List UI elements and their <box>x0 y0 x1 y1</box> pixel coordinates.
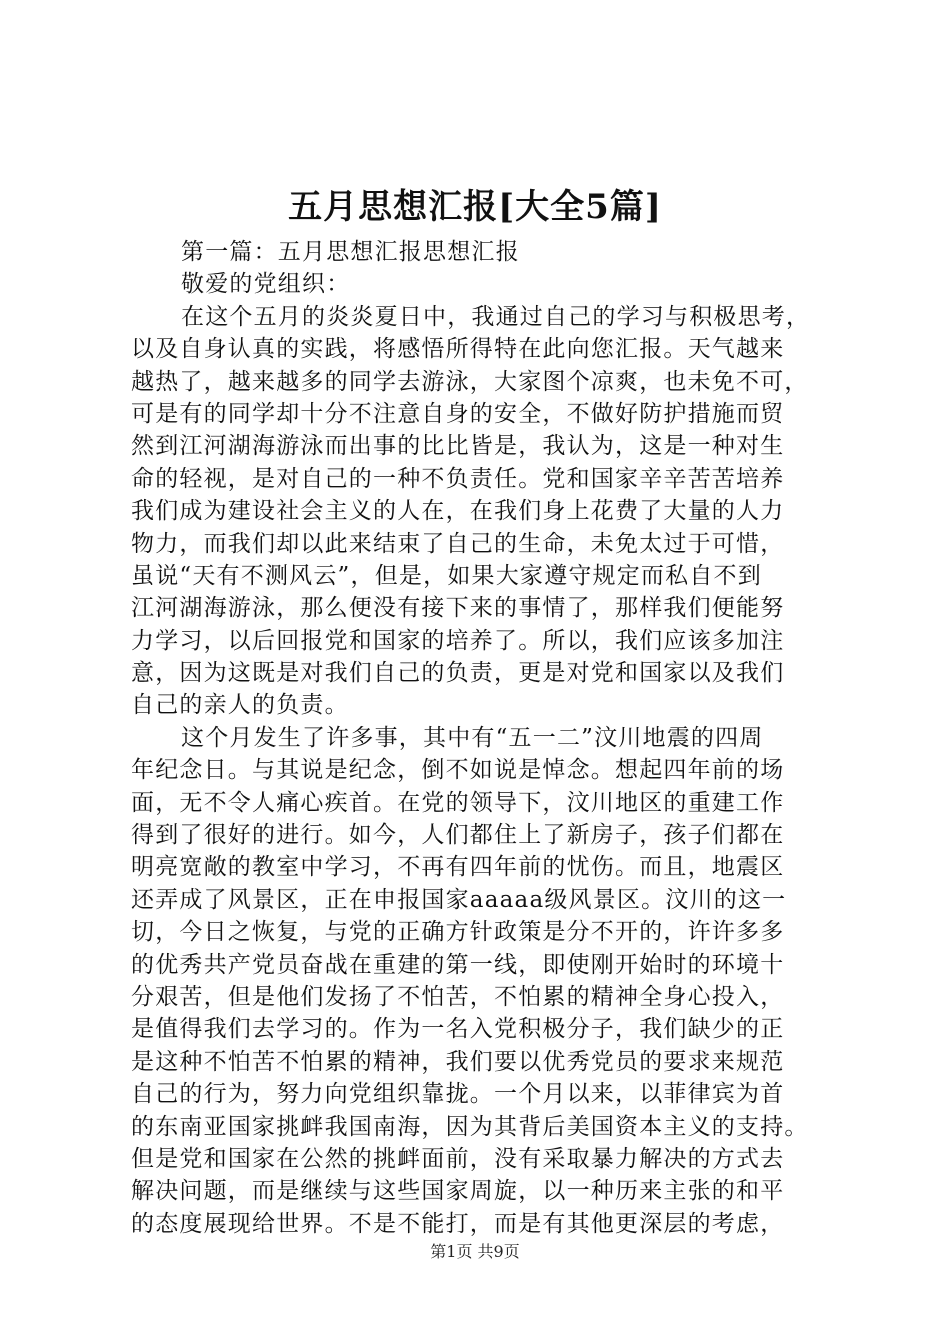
paragraph-line: 年纪念日。与其说是纪念，倒不如说是悼念。想起四年前的场 <box>131 757 785 784</box>
paragraph-line: 我们成为建设社会主义的人在，在我们身上花费了大量的人力 <box>131 498 785 525</box>
paragraph-line: 得到了很好的进行。如今，人们都住上了新房子，孩子们都在 <box>131 822 785 849</box>
paragraph-line: 是值得我们去学习的。作为一名入党积极分子，我们缺少的正 <box>131 1016 785 1043</box>
document-title: 五月思想汇报[大全5篇] <box>288 187 662 227</box>
paragraph-line: 还弄成了风景区，正在申报国家aaaaa级风景区。汶川的这一 <box>131 886 787 913</box>
paragraph-line: 然到江河湖海游泳而出事的比比皆是，我认为，这是一种对生 <box>131 433 785 460</box>
paragraph-line: 的优秀共产党员奋战在重建的第一线，即使刚开始时的环境十 <box>131 951 785 978</box>
paragraph-line: 虽说“天有不测风云”，但是，如果大家遵守规定而私自不到 <box>131 562 762 589</box>
paragraph-line: 在这个五月的炎炎夏日中，我通过自己的学习与积极思考， <box>181 303 811 330</box>
salutation: 敬爱的党组织： <box>181 271 351 298</box>
paragraph-line: 的态度展现给世界。不是不能打，而是有其他更深层的考虑， <box>131 1210 785 1237</box>
paragraph-line: 力学习，以后回报党和国家的培养了。所以，我们应该多加注 <box>131 627 785 654</box>
paragraph-line: 命的轻视，是对自己的一种不负责任。党和国家辛辛苦苦培养 <box>131 465 785 492</box>
document-body <box>131 236 851 1240</box>
paragraph-line: 江河湖海游泳，那么便没有接下来的事情了，那样我们便能努 <box>131 595 785 622</box>
paragraph-line: 解决问题，而是继续与这些国家周旋，以一种历来主张的和平 <box>131 1178 785 1205</box>
paragraph-line: 但是党和国家在公然的挑衅面前，没有采取暴力解决的方式去 <box>131 1145 785 1172</box>
paragraph-line: 意，因为这既是对我们自己的负责，更是对党和国家以及我们 <box>131 660 785 687</box>
paragraph-line: 明亮宽敞的教室中学习，不再有四年前的忧伤。而且，地震区 <box>131 854 785 881</box>
paragraph-line: 可是有的同学却十分不注意自身的安全，不做好防护措施而贸 <box>131 400 785 427</box>
paragraph-line: 越热了，越来越多的同学去游泳，大家图个凉爽，也未免不可， <box>131 368 809 395</box>
paragraph-line: 切，今日之恢复，与党的正确方针政策是分不开的，许许多多 <box>131 919 785 946</box>
paragraph-line: 以及自身认真的实践，将感悟所得特在此向您汇报。天气越来 <box>131 336 785 363</box>
paragraph-line: 这个月发生了许多事，其中有“五一二”汶川地震的四周 <box>181 724 764 751</box>
section-heading: 第一篇：五月思想汇报思想汇报 <box>181 239 520 265</box>
paragraph-line: 物力，而我们却以此来结束了自己的生命，未免太过于可惜， <box>131 530 785 557</box>
paragraph-line: 自己的行为，努力向党组织靠拢。一个月以来，以菲律宾为首 <box>131 1081 785 1108</box>
paragraph-line: 是这种不怕苦不怕累的精神，我们要以优秀党员的要求来规范 <box>131 1048 785 1075</box>
paragraph-line: 的东南亚国家挑衅我国南海，因为其背后美国资本主义的支持。 <box>131 1113 809 1140</box>
page-footer: 第1页 共9页 <box>430 1242 520 1261</box>
paragraph-line: 自己的亲人的负责。 <box>131 692 349 719</box>
paragraph-line: 面，无不令人痛心疾首。在党的领导下，汶川地区的重建工作 <box>131 789 785 816</box>
paragraph-line: 分艰苦，但是他们发扬了不怕苦，不怕累的精神全身心投入， <box>131 983 785 1010</box>
